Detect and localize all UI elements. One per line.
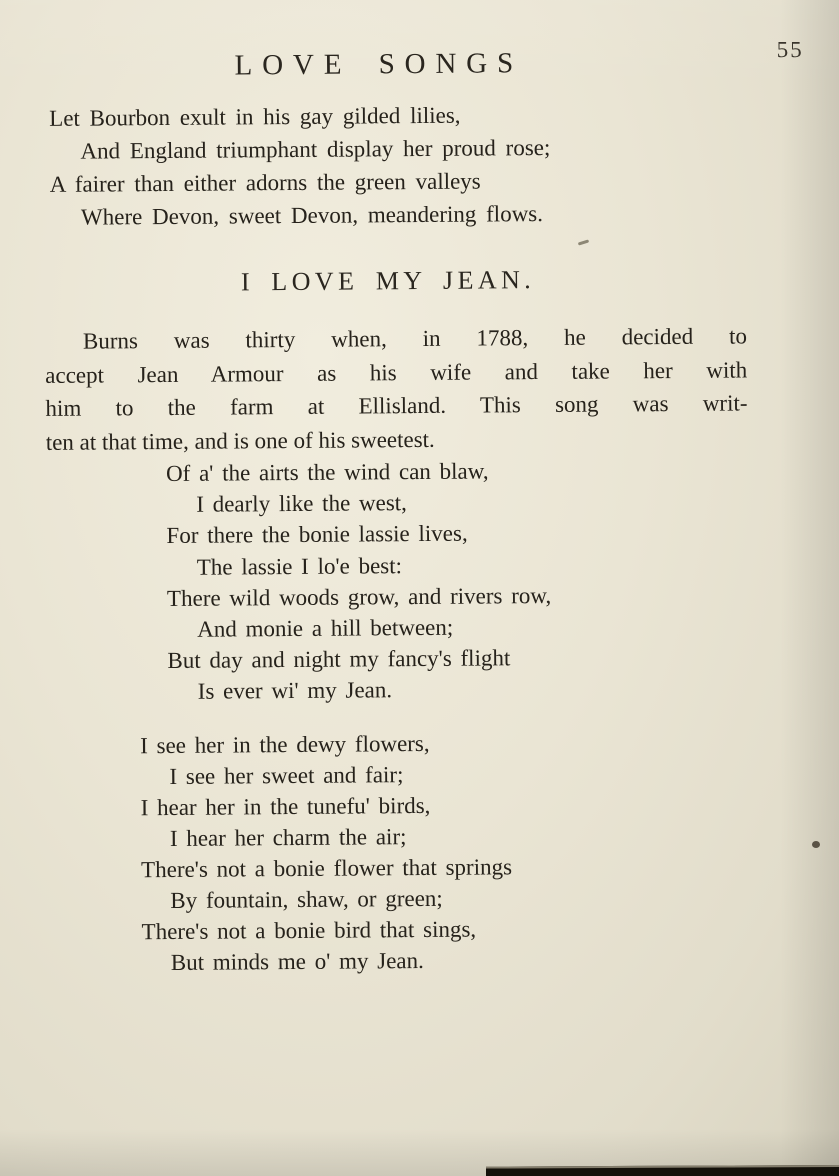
text-line: There wild woods grow, and rivers row, — [166, 582, 552, 611]
page-number: 55 — [776, 36, 804, 63]
text-line: I dearly like the west, — [196, 490, 407, 517]
text-line: There's not a bonie bird that sings, — [141, 916, 477, 945]
text-line: By fountain, shaw, or green; — [170, 885, 443, 913]
text-line: But minds me o' my Jean. — [170, 947, 424, 975]
previous-poem-stanza — [49, 98, 551, 234]
poem-section-title: I LOVE MY JEAN. — [240, 265, 536, 297]
text-line: Of a' the airts the wind can blaw, — [165, 458, 489, 486]
text-line: A fairer than either adorns the green valleys — [49, 168, 481, 197]
text-line: The lassie I lo'e best: — [196, 552, 403, 580]
text-line: I hear her charm the air; — [169, 824, 407, 851]
text-line: ten at that time, and is one of his sweetest. — [45, 426, 435, 455]
text-line: Burns was thirty when, in 1788, he decided to — [82, 323, 748, 354]
editorial-intro-paragraph — [45, 319, 748, 459]
text-line: accept Jean Armour as his wife and take her with — [45, 356, 748, 388]
text-line: I see her in the dewy flowers, — [140, 730, 430, 759]
text-line: But day and night my fancy's flight — [167, 645, 511, 674]
scan-edge-shadow — [486, 1165, 839, 1176]
text-line: And England triumphant display her proud rose; — [80, 134, 551, 164]
text-line: And monie a hill between; — [197, 614, 454, 642]
running-header-title: LOVE SONGS — [234, 47, 524, 82]
text-line: For there the bonie lassie lives, — [166, 521, 468, 549]
scan-dot-artifact — [812, 841, 820, 848]
poem-stanza-1 — [166, 455, 552, 708]
text-line: Is ever wi' my Jean. — [197, 677, 393, 705]
text-line: There's not a bonie flower that springs — [141, 854, 513, 883]
text-line: I hear her in the tunefu' birds, — [140, 792, 431, 821]
text-line: I see her sweet and fair; — [169, 762, 404, 789]
text-line: Where Devon, sweet Devon, meandering flows. — [80, 201, 544, 230]
text-line: him to the farm at Ellisland. This song was writ- — [45, 390, 748, 421]
text-line: Let Bourbon exult in his gay gilded lilies, — [49, 102, 461, 131]
poem-stanza-2 — [140, 727, 513, 978]
